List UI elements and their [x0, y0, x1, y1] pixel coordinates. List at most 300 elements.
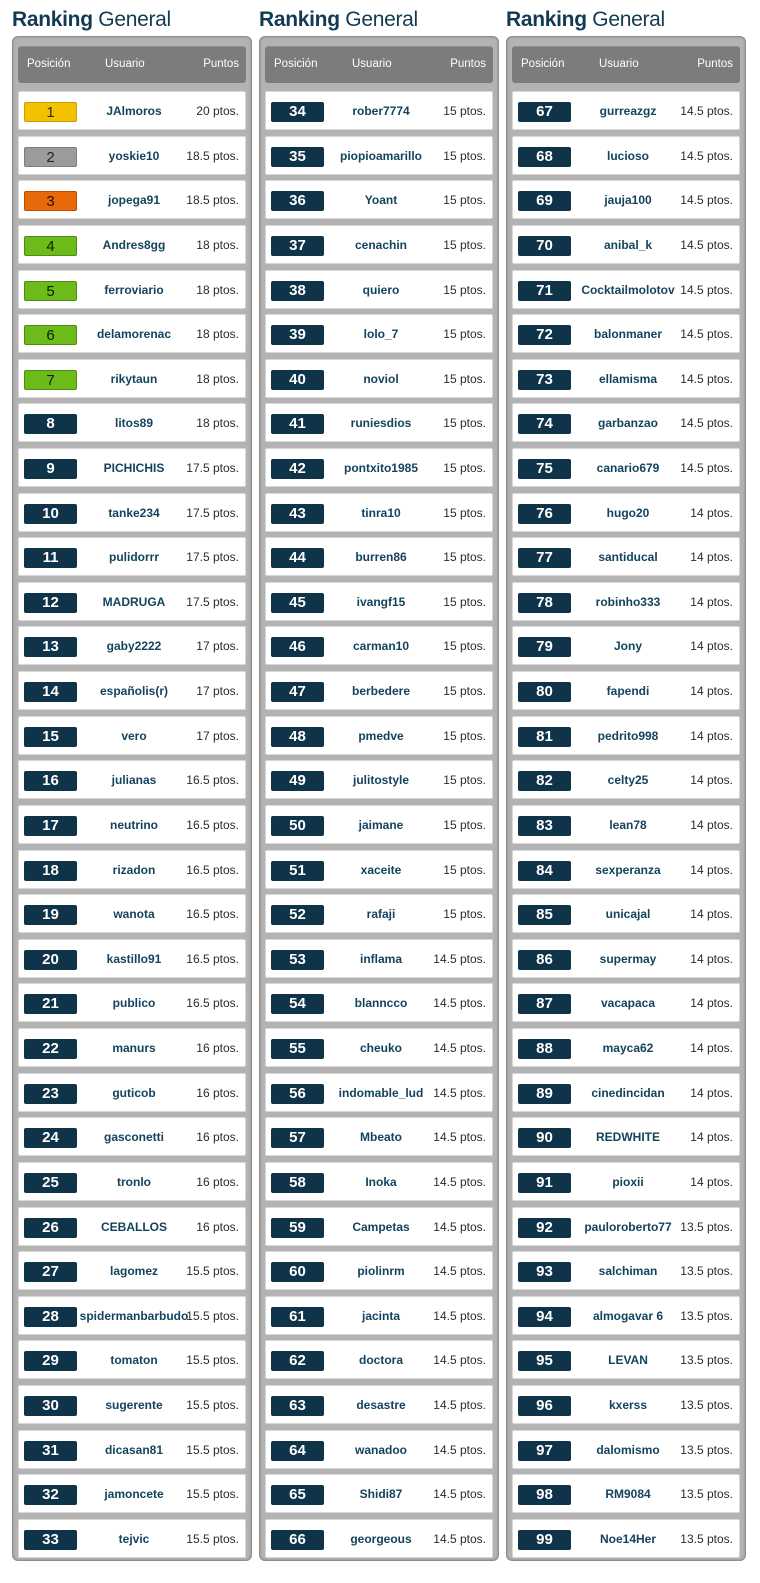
position-badge: 80 — [518, 682, 571, 702]
points-value: 17 ptos. — [196, 728, 239, 743]
username-link[interactable]: rober7774 — [352, 104, 410, 118]
ranking-row — [265, 1340, 493, 1379]
position-badge: 33 — [24, 1530, 77, 1550]
position-badge: 86 — [518, 950, 571, 970]
position-badge: 82 — [518, 771, 571, 791]
username-link[interactable]: JAlmoros — [106, 104, 162, 118]
points-value: 15.5 ptos. — [186, 1531, 239, 1546]
ranking-row — [18, 894, 246, 933]
username-link[interactable]: noviol — [363, 371, 399, 386]
username-link[interactable]: runiesdios — [350, 416, 412, 431]
ranking-row — [512, 671, 740, 710]
points-value: 14.5 ptos. — [433, 1353, 486, 1368]
position-badge: 27 — [24, 1262, 77, 1282]
ranking-row — [265, 805, 493, 844]
table-header — [512, 46, 740, 83]
points-value: 15 ptos. — [443, 237, 486, 252]
ranking-row — [265, 582, 493, 621]
ranking-row — [265, 1296, 493, 1335]
ranking-row — [18, 939, 246, 978]
ranking-row — [265, 1251, 493, 1290]
username-link[interactable]: españolis(r) — [99, 684, 168, 699]
ranking-row — [18, 1385, 246, 1424]
points-value: 14.5 ptos. — [680, 371, 733, 386]
ranking-row — [18, 1474, 246, 1513]
points-value: 13.5 ptos. — [680, 1531, 733, 1546]
username-link[interactable]: robinho333 — [595, 594, 661, 609]
ranking-row — [18, 760, 246, 799]
ranking-row — [512, 1028, 740, 1067]
position-badge: 46 — [271, 637, 324, 657]
position-badge: 63 — [271, 1396, 324, 1416]
ranking-title-bold: Ranking — [259, 8, 340, 31]
points-value: 14 ptos. — [690, 1085, 733, 1100]
username-link[interactable]: yoskie10 — [108, 148, 160, 163]
username-link[interactable]: vacapaca — [600, 996, 656, 1011]
ranking-row — [512, 716, 740, 755]
points-value: 18.5 ptos. — [186, 148, 239, 163]
username-link[interactable]: pontxito1985 — [343, 461, 418, 475]
ranking-title-rest: General — [98, 8, 171, 31]
ranking-row — [18, 1251, 246, 1290]
username-link[interactable]: jamoncete — [104, 1487, 164, 1502]
username-link[interactable]: santiducal — [598, 550, 658, 565]
username-link[interactable]: dalomismo — [596, 1442, 660, 1457]
ranking-row — [265, 359, 493, 398]
points-value: 17.5 ptos. — [186, 594, 239, 609]
ranking-row — [265, 1073, 493, 1112]
position-badge: 85 — [518, 905, 571, 925]
position-badge: 5 — [24, 281, 77, 301]
username-link[interactable]: rafaji — [366, 907, 396, 922]
username-link[interactable]: supermay — [599, 951, 657, 966]
position-badge: 50 — [271, 816, 324, 836]
points-value: 14.5 ptos. — [680, 237, 733, 252]
position-badge: 87 — [518, 994, 571, 1014]
ranking-row — [265, 537, 493, 576]
ranking-row — [18, 1430, 246, 1469]
username-link[interactable]: sugerente — [105, 1398, 163, 1412]
position-badge: 61 — [271, 1307, 324, 1327]
position-badge: 56 — [271, 1084, 324, 1104]
position-badge: 73 — [518, 370, 571, 390]
username-link[interactable]: REDWHITE — [596, 1130, 660, 1145]
username-link[interactable]: ivangf15 — [356, 594, 406, 609]
points-value: 16.5 ptos. — [186, 773, 239, 788]
points-value: 14.5 ptos. — [433, 1308, 486, 1323]
username-link[interactable]: jaimane — [358, 817, 404, 832]
points-value: 14.5 ptos. — [433, 1174, 486, 1189]
ranking-row — [18, 91, 246, 130]
ranking-row — [512, 225, 740, 264]
header-position: Posición — [27, 58, 71, 70]
username-link[interactable]: Yoant — [364, 193, 398, 208]
position-badge: 47 — [271, 682, 324, 702]
username-link[interactable]: almogavar 6 — [592, 1308, 664, 1323]
username-link[interactable]: kxerss — [608, 1398, 648, 1412]
points-value: 13.5 ptos. — [680, 1219, 733, 1234]
points-value: 17.5 ptos. — [186, 550, 239, 565]
points-value: 15 ptos. — [443, 684, 486, 699]
points-value: 16.5 ptos. — [186, 951, 239, 966]
username-link[interactable]: pmedve — [358, 728, 404, 743]
username-link[interactable]: pioxii — [612, 1174, 644, 1189]
username-link[interactable]: georgeous — [350, 1531, 412, 1546]
username-link[interactable]: kastillo91 — [106, 951, 162, 966]
points-value: 14 ptos. — [690, 817, 733, 832]
ranking-row — [512, 805, 740, 844]
position-badge: 36 — [271, 191, 324, 211]
ranking-row — [512, 1117, 740, 1156]
ranking-row — [18, 1519, 246, 1558]
username-link[interactable]: mayca62 — [602, 1041, 654, 1055]
username-link[interactable]: garbanzao — [597, 416, 658, 431]
ranking-row — [512, 1385, 740, 1424]
username-link[interactable]: celty25 — [607, 773, 649, 788]
points-value: 15.5 ptos. — [186, 1353, 239, 1368]
username-link[interactable]: salchiman — [598, 1264, 658, 1279]
username-link[interactable]: wanadoo — [354, 1442, 407, 1457]
points-value: 15 ptos. — [443, 907, 486, 922]
header-position: Posición — [521, 58, 565, 70]
username-link[interactable]: manurs — [112, 1041, 156, 1055]
ranking-row — [265, 983, 493, 1022]
points-value: 15.5 ptos. — [186, 1264, 239, 1279]
points-value: 13.5 ptos. — [680, 1442, 733, 1457]
username-link[interactable]: pauloroberto77 — [584, 1219, 672, 1234]
username-link[interactable]: jauja100 — [604, 193, 652, 208]
position-badge: 66 — [271, 1530, 324, 1550]
username-link[interactable]: cheuko — [359, 1041, 402, 1055]
ranking-row — [512, 537, 740, 576]
ranking-row — [512, 1296, 740, 1335]
ranking-row — [18, 225, 246, 264]
points-value: 16 ptos. — [196, 1041, 239, 1055]
points-value: 18 ptos. — [196, 282, 239, 297]
ranking-row — [265, 225, 493, 264]
username-link[interactable]: rizadon — [112, 862, 156, 877]
points-value: 15.5 ptos. — [186, 1487, 239, 1502]
ranking-row — [265, 1474, 493, 1513]
username-link[interactable]: Cocktailmolotov — [581, 282, 675, 297]
points-value: 17 ptos. — [196, 639, 239, 654]
table-header — [18, 46, 246, 83]
position-badge: 22 — [24, 1039, 77, 1059]
username-link[interactable]: Mbeato — [360, 1130, 402, 1145]
username-link[interactable]: dicasan81 — [104, 1442, 164, 1457]
ranking-row — [512, 493, 740, 532]
username-link[interactable]: balonmaner — [593, 327, 662, 342]
username-link[interactable]: cinedincidan — [591, 1085, 665, 1100]
position-badge: 67 — [518, 102, 571, 122]
points-value: 15 ptos. — [443, 505, 486, 520]
ranking-title-rest: General — [345, 8, 418, 31]
points-value: 14 ptos. — [690, 951, 733, 966]
username-link[interactable]: ferroviario — [104, 282, 164, 297]
ranking-row — [18, 805, 246, 844]
ranking-row — [265, 180, 493, 219]
points-value: 14.5 ptos. — [433, 1130, 486, 1145]
position-badge: 4 — [24, 236, 77, 256]
ranking-row — [512, 1207, 740, 1246]
position-badge: 2 — [24, 147, 77, 167]
points-value: 14 ptos. — [690, 1041, 733, 1055]
ranking-table — [12, 36, 252, 1561]
points-value: 15 ptos. — [443, 282, 486, 297]
position-badge: 35 — [271, 147, 324, 167]
username-link[interactable]: anibal_k — [603, 237, 653, 252]
position-badge: 1 — [24, 102, 77, 122]
points-value: 14.5 ptos. — [680, 461, 733, 475]
points-value: 14.5 ptos. — [433, 996, 486, 1011]
username-link[interactable]: piolinrm — [357, 1264, 405, 1279]
points-value: 15 ptos. — [443, 148, 486, 163]
username-link[interactable]: cenachin — [354, 237, 408, 252]
ranking-row — [18, 1117, 246, 1156]
username-link[interactable]: vero — [121, 728, 147, 743]
points-value: 20 ptos. — [196, 104, 239, 118]
position-badge: 13 — [24, 637, 77, 657]
username-link[interactable]: pulidorrr — [109, 550, 159, 565]
position-badge: 57 — [271, 1128, 324, 1148]
points-value: 14.5 ptos. — [433, 1531, 486, 1546]
username-link[interactable]: publico — [112, 996, 156, 1011]
points-value: 18 ptos. — [196, 327, 239, 342]
position-badge: 24 — [24, 1128, 77, 1148]
points-value: 17.5 ptos. — [186, 461, 239, 475]
points-value: 14 ptos. — [690, 862, 733, 877]
points-value: 16 ptos. — [196, 1085, 239, 1100]
position-badge: 53 — [271, 950, 324, 970]
username-link[interactable]: tanke234 — [108, 505, 160, 520]
ranking-row — [265, 894, 493, 933]
username-link[interactable]: doctora — [358, 1353, 403, 1368]
points-value: 15.5 ptos. — [186, 1308, 239, 1323]
points-value: 14.5 ptos. — [433, 1041, 486, 1055]
ranking-row — [18, 1296, 246, 1335]
ranking-title — [506, 0, 746, 36]
position-badge: 70 — [518, 236, 571, 256]
username-link[interactable]: wanota — [113, 907, 155, 922]
username-link[interactable]: lucioso — [606, 148, 649, 163]
username-link[interactable]: Campetas — [352, 1219, 410, 1234]
points-value: 13.5 ptos. — [680, 1398, 733, 1412]
username-link[interactable]: PICHICHIS — [103, 461, 165, 475]
ranking-row — [18, 1340, 246, 1379]
ranking-row — [512, 448, 740, 487]
ranking-row — [265, 760, 493, 799]
ranking-row — [18, 403, 246, 442]
ranking-row — [18, 850, 246, 889]
username-link[interactable]: hugo20 — [606, 505, 650, 520]
ranking-row — [512, 314, 740, 353]
username-link[interactable]: pedrito998 — [597, 728, 659, 743]
ranking-row — [512, 136, 740, 175]
username-link[interactable]: tronlo — [117, 1174, 151, 1189]
ranking-row — [18, 537, 246, 576]
username-link[interactable]: quiero — [362, 282, 400, 297]
username-link[interactable]: berbedere — [351, 684, 411, 699]
username-link[interactable]: ellamisma — [598, 371, 658, 386]
username-link[interactable]: gaby2222 — [106, 639, 162, 654]
ranking-row — [18, 270, 246, 309]
username-link[interactable]: burren86 — [355, 550, 407, 565]
ranking-row — [265, 1519, 493, 1558]
position-badge: 79 — [518, 637, 571, 657]
position-badge: 12 — [24, 593, 77, 613]
points-value: 14 ptos. — [690, 996, 733, 1011]
points-value: 14 ptos. — [690, 505, 733, 520]
points-value: 16.5 ptos. — [186, 817, 239, 832]
header-user: Usuario — [105, 58, 145, 70]
username-link[interactable]: inflama — [359, 951, 402, 966]
points-value: 13.5 ptos. — [680, 1308, 733, 1323]
position-badge: 17 — [24, 816, 77, 836]
username-link[interactable]: canario679 — [596, 461, 660, 475]
username-link[interactable]: Shidi87 — [359, 1487, 403, 1502]
username-link[interactable]: spidermanbarbudo — [79, 1308, 189, 1323]
ranking-row — [265, 314, 493, 353]
ranking-row — [18, 671, 246, 710]
username-link[interactable]: jopega91 — [107, 193, 161, 208]
username-link[interactable]: julianas — [111, 773, 157, 788]
position-badge: 38 — [271, 281, 324, 301]
points-value: 16.5 ptos. — [186, 862, 239, 877]
username-link[interactable]: tinra10 — [361, 505, 401, 520]
username-link[interactable]: piopioamarillo — [339, 148, 422, 163]
username-link[interactable]: delamorenac — [96, 327, 172, 342]
username-link[interactable]: fapendi — [606, 684, 650, 699]
username-link[interactable]: lagomez — [109, 1264, 158, 1279]
username-link[interactable]: RM9084 — [605, 1487, 651, 1502]
position-badge: 81 — [518, 727, 571, 747]
username-link[interactable]: lean78 — [609, 817, 647, 832]
username-link[interactable]: LEVAN — [608, 1353, 648, 1368]
username-link[interactable]: Andres8gg — [102, 237, 166, 252]
points-value: 16 ptos. — [196, 1174, 239, 1189]
points-value: 18 ptos. — [196, 371, 239, 386]
points-value: 16.5 ptos. — [186, 907, 239, 922]
ranking-row — [512, 1474, 740, 1513]
position-badge: 78 — [518, 593, 571, 613]
ranking-row — [18, 1028, 246, 1067]
ranking-row — [265, 671, 493, 710]
ranking-row — [18, 582, 246, 621]
position-badge: 21 — [24, 994, 77, 1014]
username-link[interactable]: Noe14Her — [599, 1531, 657, 1546]
ranking-row — [18, 1162, 246, 1201]
points-value: 14.5 ptos. — [680, 327, 733, 342]
points-value: 15 ptos. — [443, 550, 486, 565]
position-badge: 26 — [24, 1218, 77, 1238]
position-badge: 42 — [271, 459, 324, 479]
username-link[interactable]: blanncco — [354, 996, 408, 1011]
position-badge: 44 — [271, 548, 324, 568]
position-badge: 74 — [518, 414, 571, 434]
position-badge: 25 — [24, 1173, 77, 1193]
ranking-column-1 — [12, 0, 252, 1548]
username-link[interactable]: desastre — [356, 1398, 406, 1412]
username-link[interactable]: guticob — [112, 1085, 156, 1100]
position-badge: 93 — [518, 1262, 571, 1282]
position-badge: 89 — [518, 1084, 571, 1104]
points-value: 16 ptos. — [196, 1130, 239, 1145]
ranking-row — [265, 270, 493, 309]
position-badge: 31 — [24, 1441, 77, 1461]
username-link[interactable]: carman10 — [352, 639, 410, 654]
points-value: 15.5 ptos. — [186, 1398, 239, 1412]
username-link[interactable]: jacinta — [361, 1308, 400, 1323]
position-badge: 95 — [518, 1351, 571, 1371]
position-badge: 54 — [271, 994, 324, 1014]
position-badge: 10 — [24, 504, 77, 524]
username-link[interactable]: indomable_lud — [338, 1085, 424, 1100]
points-value: 13.5 ptos. — [680, 1264, 733, 1279]
username-link[interactable]: MADRUGA — [102, 594, 166, 609]
points-value: 15 ptos. — [443, 327, 486, 342]
ranking-title-rest: General — [592, 8, 665, 31]
points-value: 15 ptos. — [443, 639, 486, 654]
points-value: 15 ptos. — [443, 104, 486, 118]
position-badge: 84 — [518, 861, 571, 881]
points-value: 14 ptos. — [690, 639, 733, 654]
position-badge: 7 — [24, 370, 77, 390]
ranking-row — [512, 403, 740, 442]
username-link[interactable]: tejvic — [118, 1531, 150, 1546]
ranking-row — [265, 403, 493, 442]
points-value: 14 ptos. — [690, 773, 733, 788]
position-badge: 60 — [271, 1262, 324, 1282]
position-badge: 40 — [271, 370, 324, 390]
position-badge: 72 — [518, 325, 571, 345]
username-link[interactable]: tomaton — [110, 1353, 158, 1368]
ranking-row — [18, 1207, 246, 1246]
position-badge: 91 — [518, 1173, 571, 1193]
position-badge: 75 — [518, 459, 571, 479]
username-link[interactable]: gurreazgz — [599, 104, 657, 118]
username-link[interactable]: neutrino — [110, 817, 158, 832]
position-badge: 29 — [24, 1351, 77, 1371]
points-value: 13.5 ptos. — [680, 1353, 733, 1368]
username-link[interactable]: sexperanza — [595, 862, 661, 877]
ranking-row — [512, 626, 740, 665]
username-link[interactable]: gasconetti — [103, 1130, 164, 1145]
username-link[interactable]: Inoka — [365, 1174, 397, 1189]
position-badge: 43 — [271, 504, 324, 524]
points-value: 18.5 ptos. — [186, 193, 239, 208]
ranking-row — [512, 270, 740, 309]
ranking-row — [512, 1251, 740, 1290]
username-link[interactable]: CEBALLOS — [101, 1219, 167, 1234]
username-link[interactable]: unicajal — [605, 907, 651, 922]
position-badge: 34 — [271, 102, 324, 122]
username-link[interactable]: julitostyle — [352, 773, 409, 788]
ranking-row — [512, 582, 740, 621]
ranking-row — [512, 1073, 740, 1112]
points-value: 13.5 ptos. — [680, 1487, 733, 1502]
username-link[interactable]: xaceite — [360, 862, 402, 877]
username-link[interactable]: Jony — [613, 639, 642, 654]
position-badge: 28 — [24, 1307, 77, 1327]
username-link[interactable]: lolo_7 — [363, 327, 399, 342]
username-link[interactable]: litos89 — [114, 416, 153, 431]
points-value: 14.5 ptos. — [680, 193, 733, 208]
position-badge: 49 — [271, 771, 324, 791]
points-value: 16.5 ptos. — [186, 996, 239, 1011]
position-badge: 77 — [518, 548, 571, 568]
ranking-column-3 — [506, 0, 746, 1548]
username-link[interactable]: rikytaun — [110, 371, 158, 386]
